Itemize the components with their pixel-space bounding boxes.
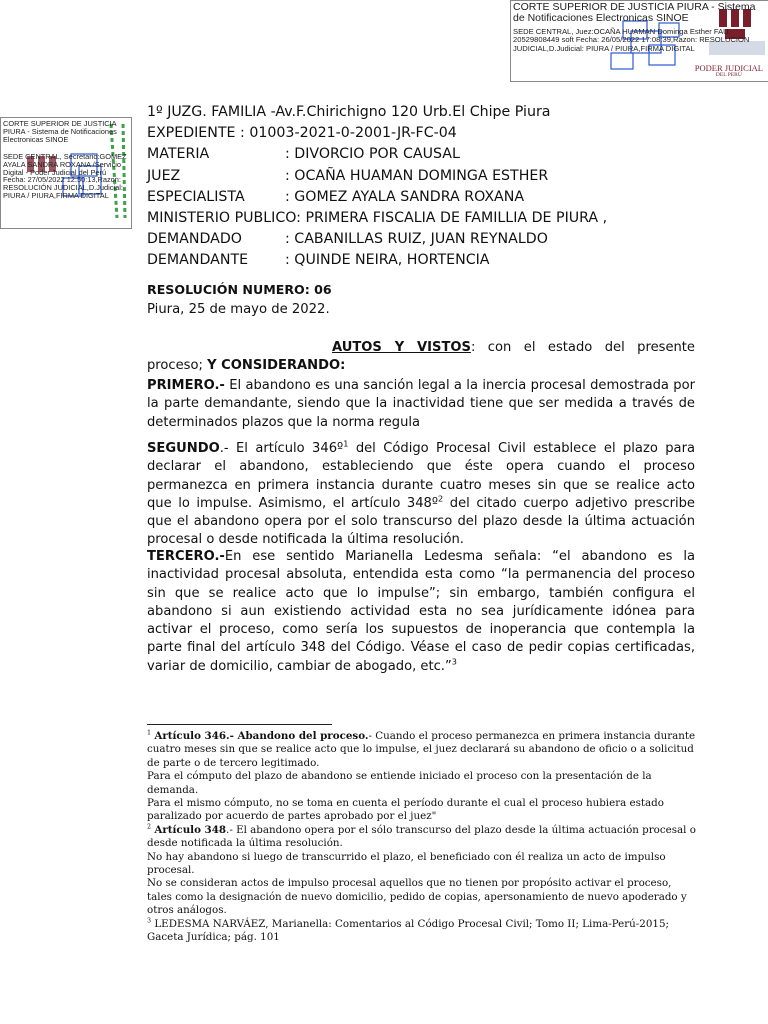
footnote-2: [147, 824, 697, 851]
header-row-demandado: [147, 229, 607, 250]
primero-text: El abandono es una sanción legal a la inercia procesal demostrada por la parte demandante, siendo que la inactividad tiene que ser medida a través de determinados plazos que la norma regula: [147, 378, 695, 430]
header-row-demandante: [147, 250, 607, 271]
header-label: DEMANDANTE: [147, 252, 249, 269]
header-value: : QUINDE NEIRA, HORTENCIA: [285, 252, 490, 269]
footnote-2-para2: No hay abandono si luego de transcurrido el plazo, el beneficiado con él realiza un acto de impulso procesal.: [147, 850, 666, 877]
segundo-label: SEGUNDO: [147, 441, 220, 456]
resolution-date: Piura, 25 de mayo de 2022.: [147, 302, 330, 317]
segundo-paragraph: [147, 440, 695, 550]
considerando-label: Y CONSIDERANDO:: [207, 358, 346, 374]
footnote-1-para3: Para el mismo cómputo, no se toma en cuenta el período durante el cual el proceso hubiera estado paralizado por acuerdo de partes aprobado por el juez": [147, 797, 664, 823]
footnote-ref-2: 2: [438, 493, 444, 504]
footnote-1-text: - Cuando el proceso permanezca en primera instancia durante cuatro meses sin que se realice acto que lo impulse, el juez declarará su abandono de oficio o a solicitud de parte o de tercero legitimado.: [147, 730, 696, 769]
stamp-left-details: SEDE CENTRAL, Secretario:GOMEZ AYALA SANDRA ROXANA /Servicio Digital - Poder Judicial del Perú Fecha: 27/05/2022 12:50:13,Razon: RESOLUCIÓN JUDICIAL,D.Judicial: PIURA / PIURA,FIRMA DIGITAL: [3, 152, 127, 200]
footnote-number: 2: [147, 822, 152, 831]
segundo-text-c: del citado cuerpo adjetivo prescribe que el abandono opera por el solo transcurso del plazo desde la última actuación procesal o desde notificada la última resolución.: [147, 495, 695, 548]
footnote-3: [147, 918, 697, 945]
stamp-left-title: CORTE SUPERIOR DE JUSTICIA PIURA - Sistema de Notificaciones Electronicas SINOE: [3, 119, 117, 144]
footnote-2-para3: No se consideran actos de impulso procesal aquellos que no tienen por propósito activar el proceso, tales como la designación de nuevo domicilio, pedido de copias, apersonamiento de nuevo apoderado y otros análogos.: [147, 877, 687, 917]
stamp-top-details: SEDE CENTRAL, Juez:OCAÑA HUAMAN Dominga Esther FAU 20529808449 soft Fecha: 26/05/2022 17:08:39,Razon: RESOLUCION JUDICIAL,D.Judicial: PIURA / PIURA,FIRMA DIGITAL: [513, 27, 750, 53]
header-value: : DIVORCIO POR CAUSAL: [285, 146, 460, 163]
primero-paragraph: [147, 377, 695, 432]
autos-text: : con el estado del presente proceso;: [147, 340, 695, 374]
footnote-1: [147, 730, 697, 770]
digital-signature-stamp-judge: [510, 0, 768, 82]
segundo-text-a: .- El artículo 346º: [219, 441, 344, 456]
ministerio-line: MINISTERIO PUBLICO: PRIMERA FISCALIA DE FAMILLIA DE PIURA ,: [147, 209, 608, 226]
footnote-ref-1: 1: [343, 438, 349, 449]
header-row-materia: [147, 144, 607, 165]
autos-y-vistos-paragraph: [147, 339, 695, 376]
footnote-1-heading: Artículo 346.- Abandono del proceso.: [154, 730, 369, 742]
court-line: 1º JUZG. FAMILIA -Av.F.Chirichigno 120 Urb.El Chipe Piura: [147, 104, 551, 120]
header-value: : GOMEZ AYALA SANDRA ROXANA: [285, 188, 525, 205]
logo-line2: DEL PERÚ: [715, 72, 742, 79]
header-value: : CABANILLAS RUIZ, JUAN REYNALDO: [285, 231, 548, 248]
footnote-3-text: LEDESMA NARVÁEZ, Marianella: Comentarios al Código Procesal Civil; Tomo II; Lima-Perú-2015; Gaceta Jurídica; pág. 101: [147, 917, 669, 944]
tercero-label: TERCERO.-: [147, 549, 225, 564]
footnote-divider: [147, 724, 332, 725]
poder-judicial-logo: [695, 64, 763, 79]
header-label: DEMANDADO: [147, 231, 242, 248]
footnote-2-heading: Artículo 348: [154, 823, 227, 836]
header-row-especialista: [147, 187, 607, 208]
stamp-top-title: CORTE SUPERIOR DE JUSTICIA PIURA - Sistema de Notificaciones Electronicas SINOE: [513, 1, 756, 24]
expediente-line: EXPEDIENTE : 01003-2021-0-2001-JR-FC-04: [147, 125, 457, 142]
footnote-2-text: .- El abandono opera por el sólo transcurso del plazo desde la última actuación procesal o desde notificada la última resolución.: [147, 823, 696, 850]
footnote-number: 1: [147, 728, 152, 737]
digital-signature-stamp-secretary: [0, 117, 132, 229]
case-header: [147, 102, 607, 272]
footnote-number: 3: [147, 916, 152, 925]
autos-label: AUTOS Y VISTOS: [332, 340, 471, 355]
header-value: : OCAÑA HUAMAN DOMINGA ESTHER: [285, 167, 549, 184]
tercero-text: En ese sentido Marianella Ledesma señala: “el abandono es la inactividad procesal absoluta, entendida esta como “la permanencia del proceso sin que se realice acto que lo impulse”; sin embargo, también configura el abandono si aun existiendo actividad esta no sea jurídicamente idónea para activar el proceso, como sería los supuestos de inoperancia que contempla la parte final del artículo 348 del Código. Véase el caso de pedir copias certificadas, variar de domicilio, cambiar de abogado, etc.”: [147, 549, 695, 674]
header-row-juez: [147, 166, 607, 187]
header-label: JUEZ: [147, 167, 181, 184]
primero-label: PRIMERO.-: [147, 378, 225, 393]
tercero-paragraph: [147, 548, 695, 676]
footnote-ref-3: 3: [451, 656, 457, 667]
footnotes: [147, 730, 697, 945]
header-label: ESPECIALISTA: [147, 188, 245, 205]
header-label: MATERIA: [147, 146, 210, 163]
logo-line1: PODER JUDICIAL: [694, 63, 763, 74]
footnote-1-para2: Para el cómputo del plazo de abandono se entiende iniciado el proceso con la presentación de la demanda.: [147, 770, 652, 796]
segundo-text-b: del Código Procesal Civil establece el plazo para declarar el abandono, estableciendo que éste opera cuando el proceso permanezca en primera instancia durante cuatro meses sin que se realice acto que lo impulse. Asimismo, el artículo 348º: [147, 441, 695, 511]
resolution-title: RESOLUCIÓN NUMERO: 06: [147, 282, 332, 297]
